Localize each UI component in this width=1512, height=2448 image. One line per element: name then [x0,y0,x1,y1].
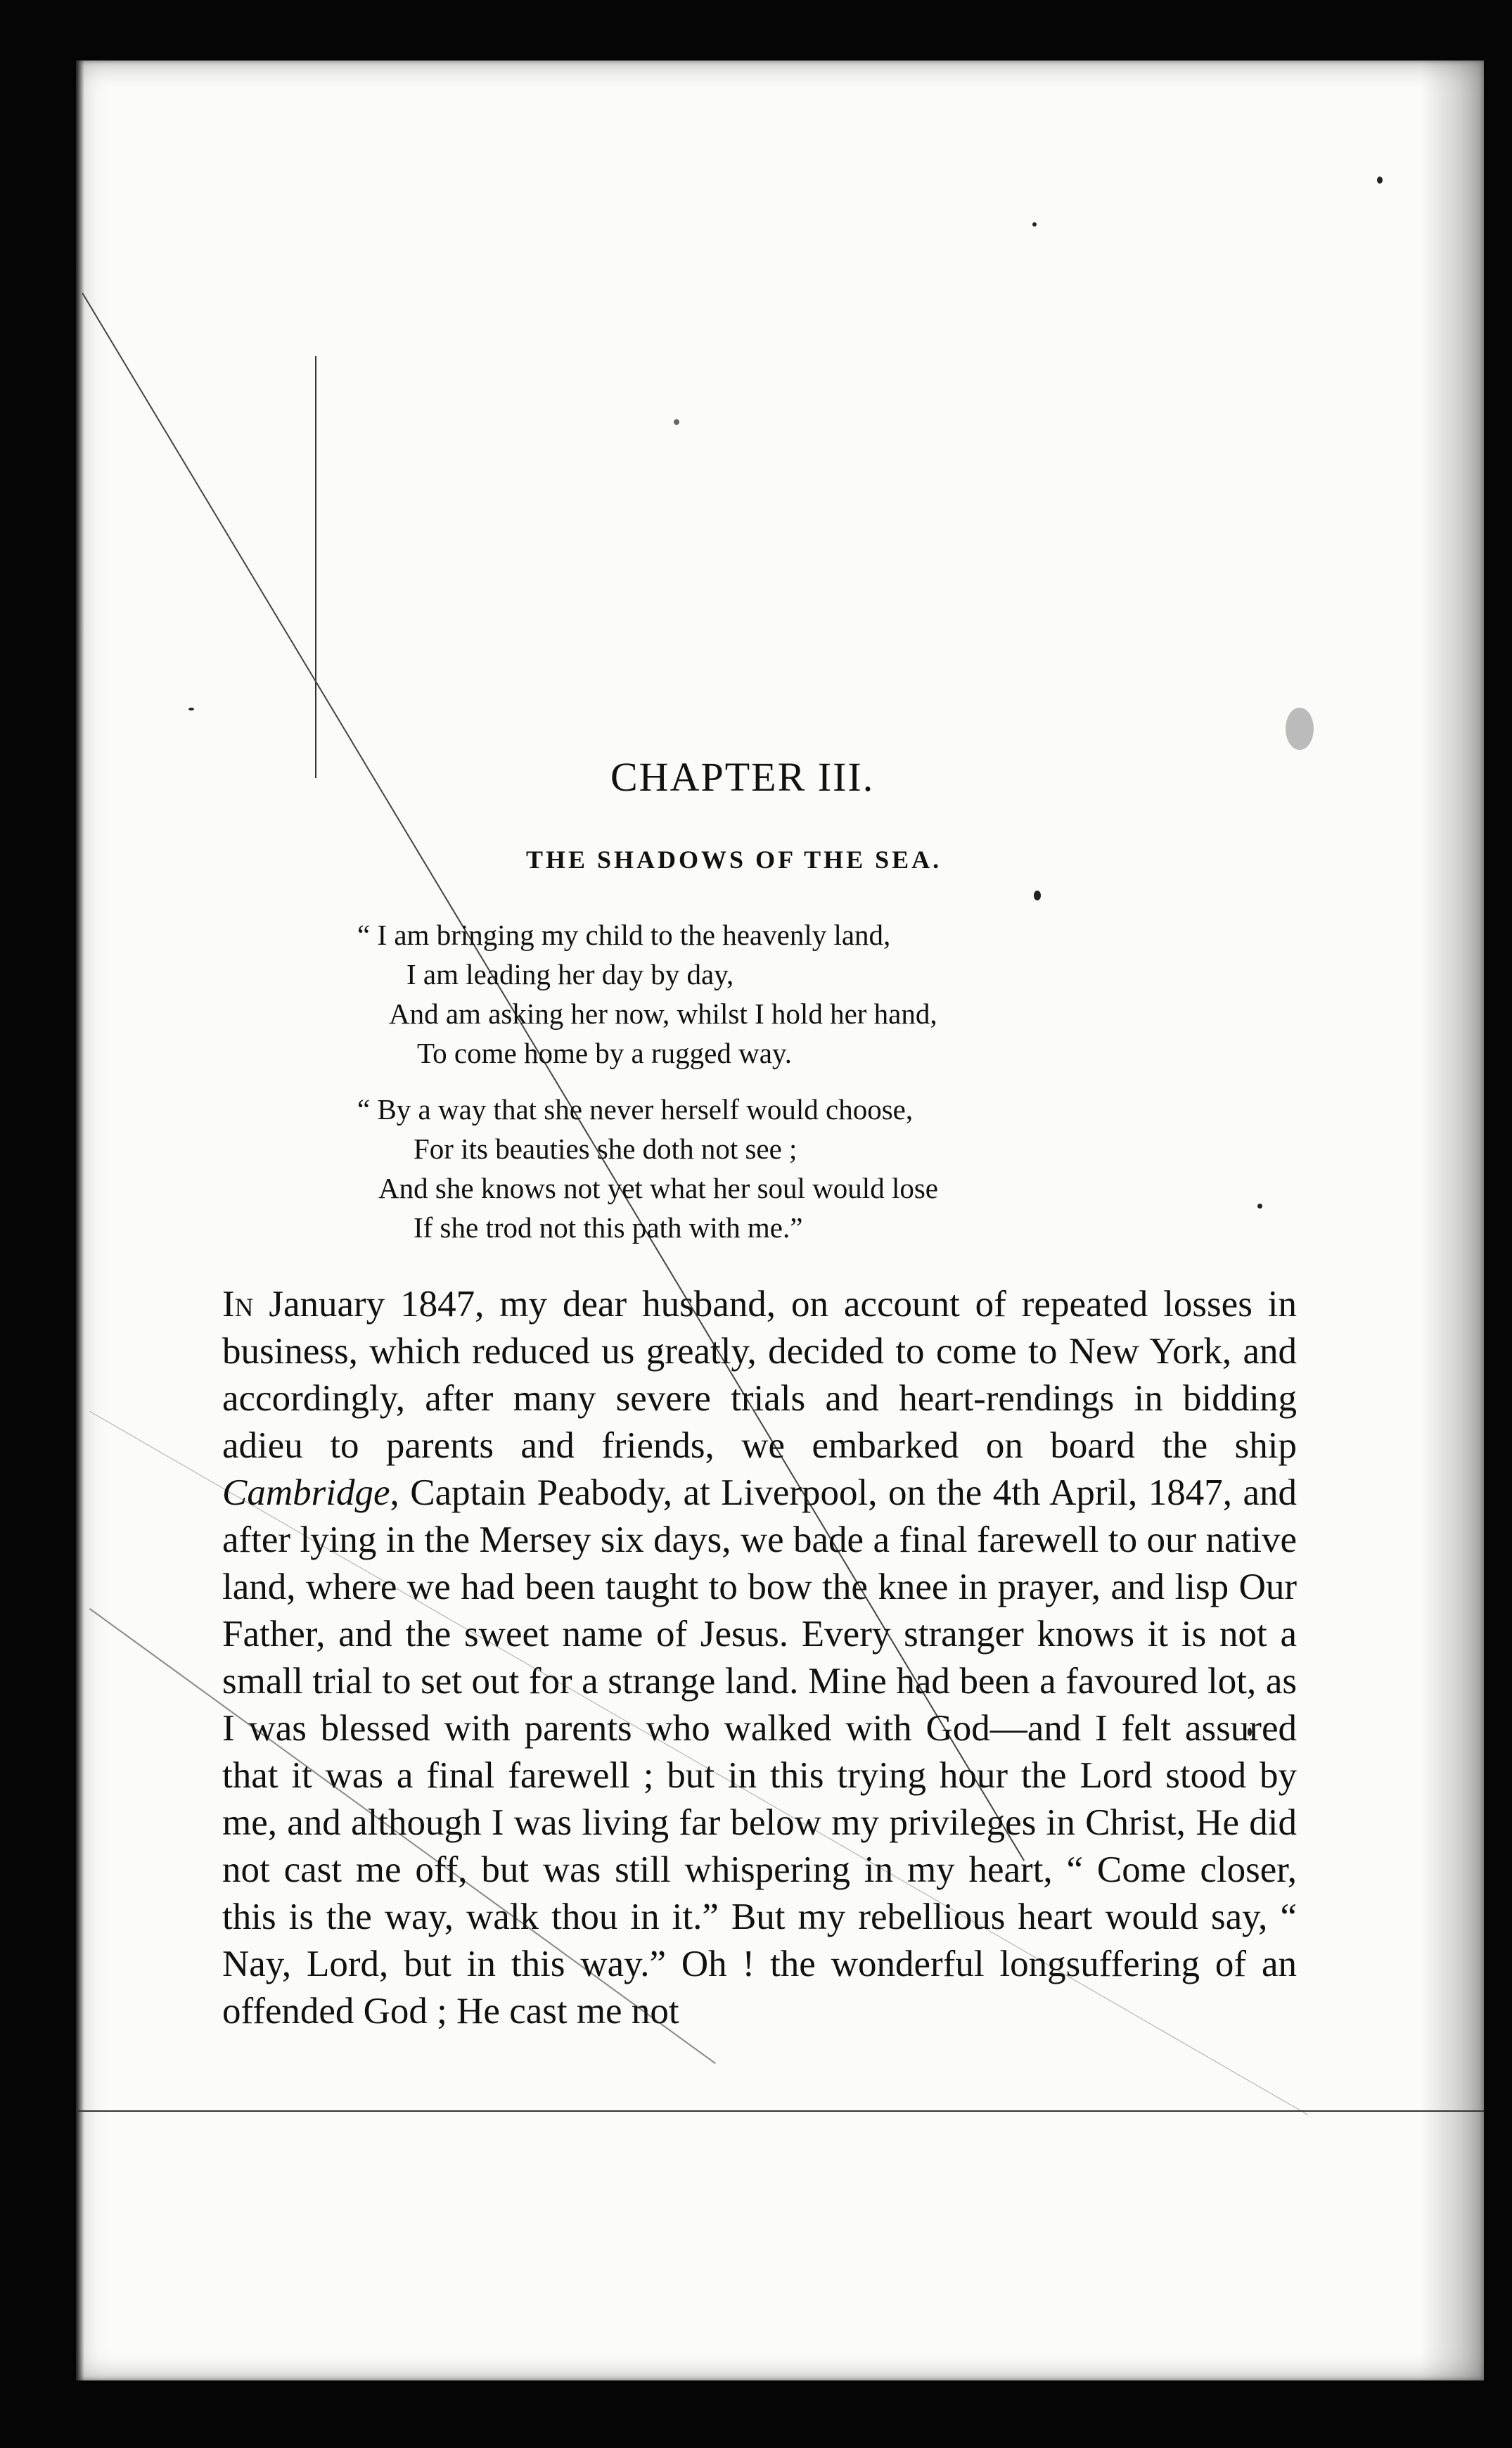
scan-artifact-speck [1377,177,1383,184]
poem-line: For its beauties she doth not see ; [414,1133,797,1165]
opening-word: In [222,1284,254,1325]
poem-line: And she knows not yet what her soul would lose [378,1172,938,1204]
scan-artifact-speck [1286,708,1314,750]
page-edge-shadow-right [1421,60,1484,2380]
poem-line: If she trod not this path with me.” [414,1211,803,1244]
scan-artifact-speck [1257,1204,1262,1209]
scan-artifact-vertical-line [315,356,316,778]
poem-line: To come home by a rugged way. [417,1037,792,1069]
scan-artifact-speck [188,708,194,710]
poem-line: And am asking her now, whilst I hold her hand, [389,997,937,1030]
scan-artifact-horizontal-line [76,2110,1484,2112]
poem-stanza [357,1090,1131,1247]
poem-line: “ By a way that she never herself would choose, [357,1093,914,1126]
body-text-segment: January 1847, my dear husband, on account of repeated losses in business, which reduced us greatly, decided to come to New York, and accordingly, after many severe trials and heart-rendings in bidding adieu to parents and friends, we embarked on board the ship [222,1284,1297,1466]
body-text-segment: , Captain Peabody, at Liverpool, on the 4th April, 1847, and after lying in the Mersey six days, we bade a final farewell to our native land, where we had been taught to bow the knee in prayer, and lisp Our Father, and the sweet name of Jesus. Every stranger knows it is not a small trial to set out for a strange land. Mine had been a favoured lot, as I was blessed with parents who walked with God—and I felt assured that it was a final farewell ; but in this trying hour the Lord stood by me, and although I was living far below my privileges in Christ, He did not cast me off, but was still whispering in my heart, “ Come closer, this is the way, walk thou in it.” But my rebellious heart would say, “ Nay, Lord, but in this way.” Oh ! the wonderful longsuffering of an offended God ; He cast me not [222,1472,1297,2032]
scan-artifact-speck [1032,222,1037,227]
epigraph-poem [357,915,1131,1264]
scan-artifact-speck [1034,891,1041,900]
chapter-title: CHAPTER III. [610,754,875,800]
page-edge-shadow-left [76,60,84,2380]
scan-artifact-speck [674,419,679,425]
book-page [76,60,1484,2380]
ship-name: Cambridge [222,1472,390,1513]
poem-line: I am leading her day by day, [406,958,734,990]
body-paragraph [222,1281,1297,2035]
poem-line: “ I am bringing my child to the heavenly land, [357,919,891,951]
poem-stanza [357,915,1131,1073]
chapter-subtitle: THE SHADOWS OF THE SEA. [526,846,942,874]
